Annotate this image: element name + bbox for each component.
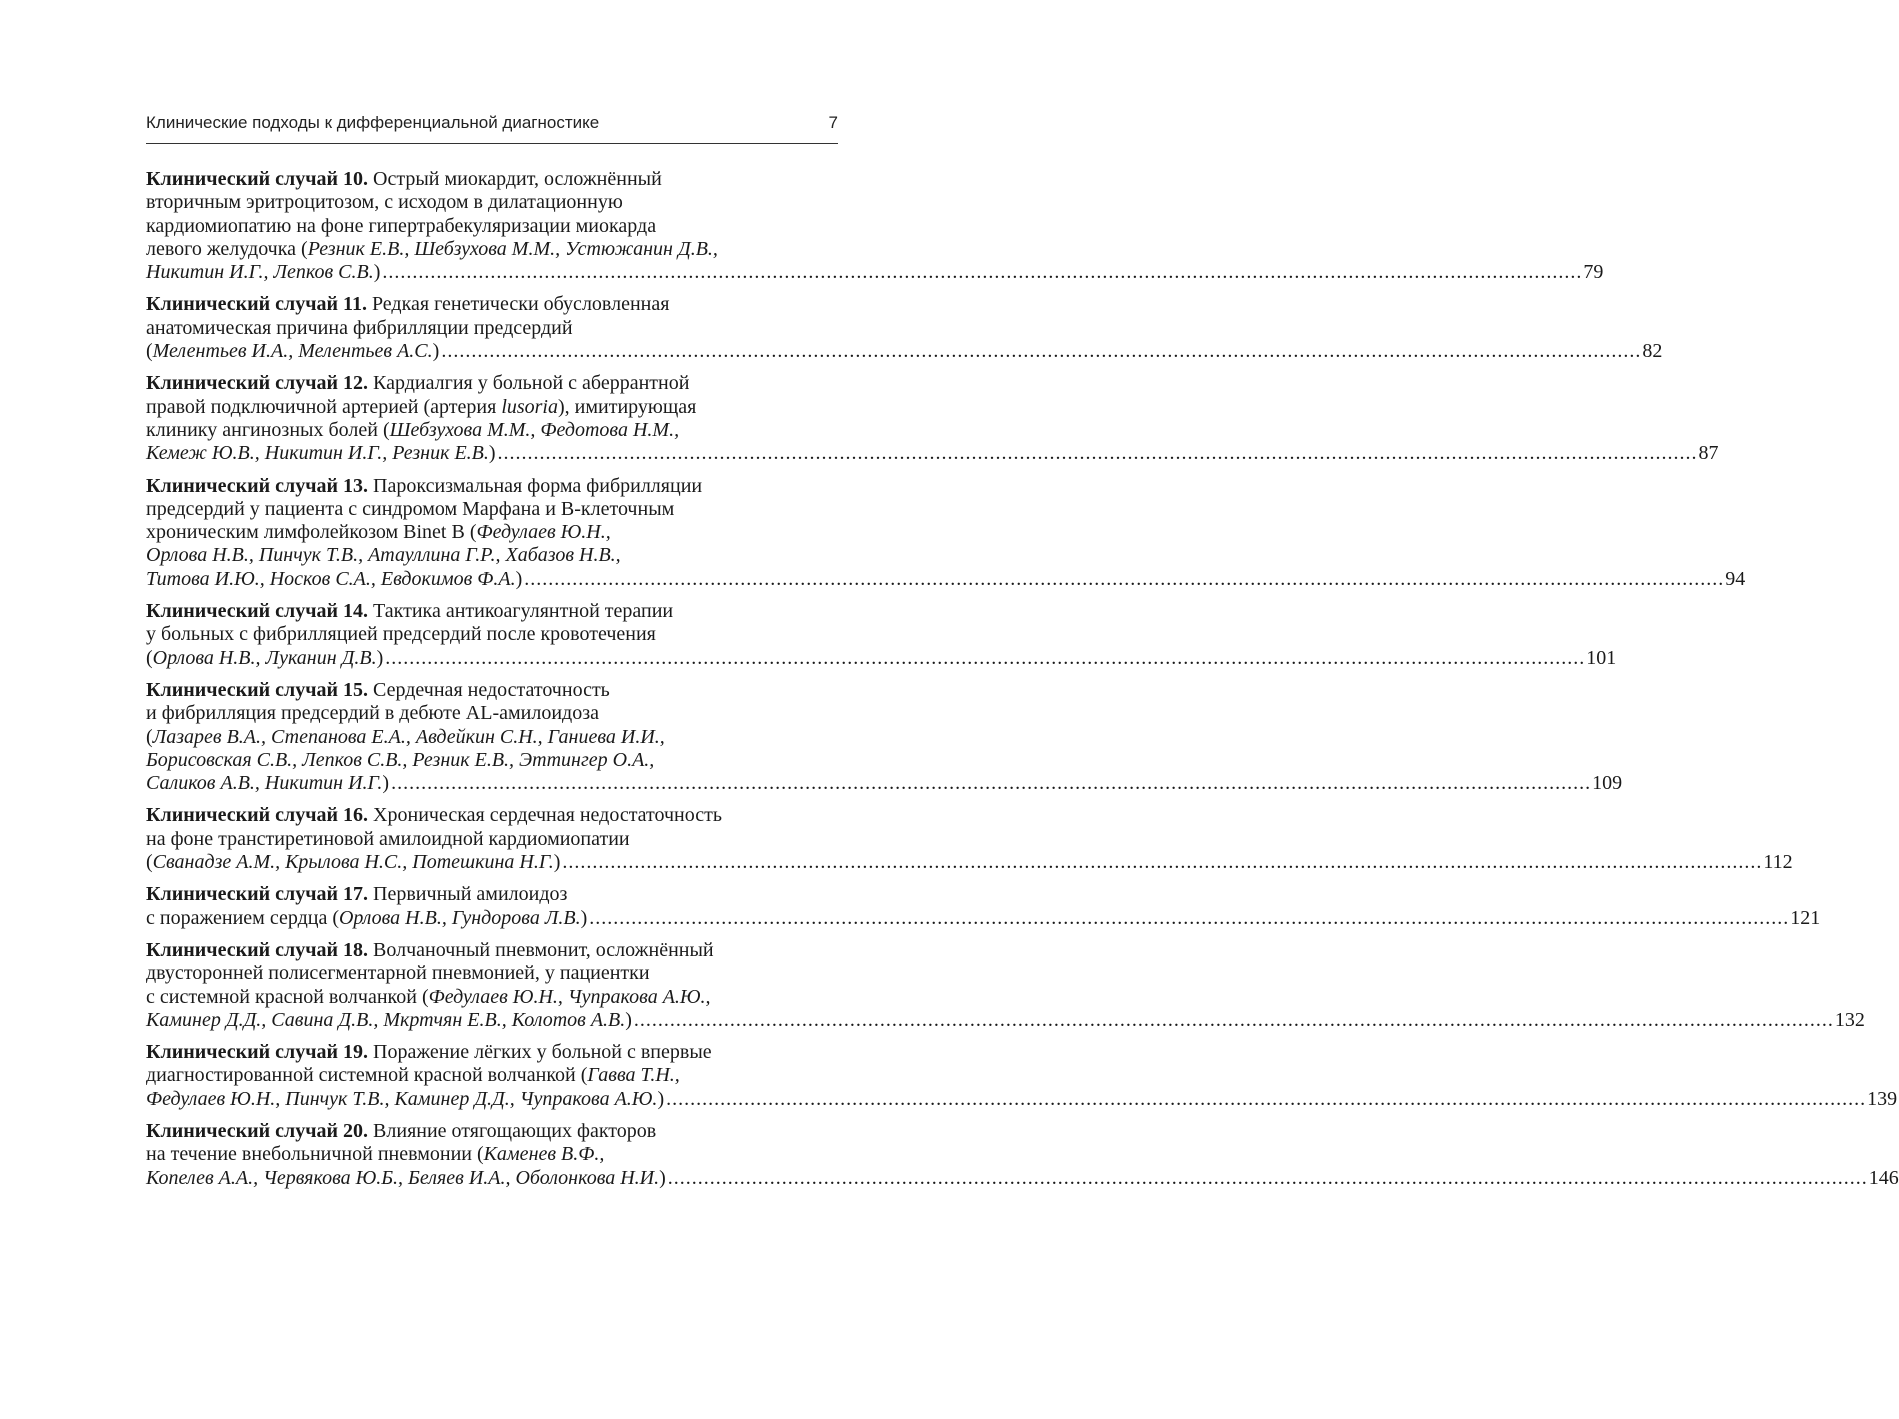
- case-title-text: на течение внебольничной пневмонии (: [146, 1143, 484, 1166]
- case-title-text: ): [432, 340, 440, 363]
- toc-entry-text: [146, 907, 587, 930]
- case-title-text: ): [553, 851, 561, 874]
- case-title-text: Пароксизмальная форма фибрилляции: [368, 474, 703, 497]
- toc-entry-text: [146, 623, 656, 645]
- toc-entry-line: [146, 215, 838, 238]
- toc-entry-last-line: [146, 772, 1623, 795]
- toc-entry[interactable]: [146, 678, 1623, 795]
- toc-page-number: 139: [1867, 1087, 1898, 1110]
- toc-entry-text: [146, 772, 389, 795]
- toc-entry[interactable]: [146, 1041, 1898, 1111]
- toc-entry[interactable]: [146, 804, 1793, 874]
- authors: Федулаев Ю.Н.,: [476, 521, 611, 544]
- dot-leader: ........................................................................................................................................................................................................: [441, 340, 1642, 363]
- dot-leader: ........................................................................................................................................................................................................: [391, 772, 1592, 795]
- toc-entry[interactable]: [146, 474, 1746, 591]
- case-title-text: ), имитирующая: [558, 395, 697, 418]
- toc-entry-last-line: [146, 567, 1746, 591]
- toc-entry[interactable]: [146, 1119, 1899, 1190]
- toc-entry-text: [146, 851, 560, 874]
- case-title-text: Кардиалгия у больной с аберрантной: [368, 372, 690, 395]
- toc-entry[interactable]: [146, 293, 1663, 363]
- case-title-text: двусторонней полисегментарной пневмонией, у пациентки: [146, 962, 650, 985]
- toc-entry-line: [146, 828, 838, 851]
- case-title-text: (: [146, 340, 153, 363]
- case-title-text: клинику ангинозных болей (: [146, 418, 390, 441]
- authors: Резник Е.В., Шебзухова М.М., Устюжанин Д.В.,: [307, 237, 718, 260]
- toc-entry[interactable]: [146, 883, 1821, 930]
- case-title-text: (: [146, 851, 153, 874]
- toc-entry-text: [146, 804, 722, 826]
- authors: lusoria: [501, 395, 558, 418]
- toc-entry-last-line: [146, 1166, 1899, 1190]
- authors: Никитин И.Г., Лепков С.В.: [146, 261, 374, 284]
- toc-entry-text: [146, 396, 696, 418]
- toc-entry-last-line: [146, 1008, 1865, 1032]
- toc-entry-line: [146, 962, 838, 985]
- case-number: Клинический случай 20.: [146, 1119, 369, 1142]
- toc-entry-text: [146, 1064, 680, 1086]
- toc-entry[interactable]: [146, 372, 1719, 465]
- table-of-contents: [146, 168, 1899, 1199]
- toc-entry-last-line: [146, 646, 1617, 670]
- authors: Каминер Д.Д., Савина Д.В., Мкртчян Е.В., Колотов А.В.: [146, 1008, 626, 1031]
- dot-leader: ........................................................................................................................................................................................................: [666, 1087, 1867, 1110]
- case-title-text: ): [625, 1008, 632, 1031]
- case-title-text: с системной красной волчанкой (: [146, 985, 429, 1008]
- dot-leader: ........................................................................................................................................................................................................: [385, 646, 1586, 669]
- case-title-text: ): [488, 442, 496, 465]
- case-number: Клинический случай 13.: [146, 474, 369, 497]
- toc-entry-text: [146, 828, 630, 850]
- authors: Гавва Т.Н.,: [587, 1064, 680, 1087]
- case-title-text: правой подключичной артерией (артерия: [146, 395, 502, 418]
- toc-entry-line: [146, 475, 838, 498]
- case-title-text: Первичный амилоидоз: [368, 883, 568, 906]
- toc-entry-text: [146, 293, 669, 315]
- case-title-text: Поражение лёгких у больной с впервые: [368, 1041, 712, 1064]
- case-title-text: Сердечная недостаточность: [368, 678, 610, 701]
- toc-entry-line: [146, 238, 838, 261]
- dot-leader: ........................................................................................................................................................................................................: [562, 851, 1763, 874]
- authors: Титова И.Ю., Носков С.А., Евдокимов Ф.А.: [146, 567, 516, 590]
- authors: Кемеж Ю.В., Никитин И.Г., Резник Е.В.: [146, 442, 489, 465]
- case-title-text: левого желудочка (: [146, 237, 308, 260]
- toc-entry-last-line: [146, 261, 1604, 284]
- toc-entry-text: [146, 986, 711, 1008]
- toc-entry[interactable]: [146, 168, 1604, 284]
- case-number: Клинический случай 16.: [146, 804, 369, 827]
- case-number: Клинический случай 19.: [146, 1041, 369, 1064]
- authors: Каменев В.Ф.,: [483, 1143, 605, 1166]
- toc-entry-line: [146, 883, 838, 906]
- toc-entry-text: [146, 340, 439, 363]
- toc-page-number: 94: [1725, 567, 1746, 590]
- toc-entry-line: [146, 623, 838, 646]
- toc-entry-line: [146, 372, 838, 395]
- case-title-text: Хроническая сердечная недостаточность: [368, 804, 722, 827]
- toc-entry-text: [146, 544, 621, 566]
- authors: Шебзухова М.М., Федотова Н.М.,: [389, 418, 680, 441]
- case-title-text: Острый миокардит, осложнённый: [368, 168, 662, 190]
- toc-entry-line: [146, 521, 838, 544]
- case-title-text: (: [146, 646, 153, 669]
- case-title-text: хроническим лимфолейкозом Binet B (: [146, 521, 477, 544]
- toc-page-number: 121: [1790, 906, 1821, 929]
- toc-entry-line: [146, 702, 838, 725]
- toc-entry-text: [146, 498, 674, 520]
- toc-entry-line: [146, 1120, 838, 1143]
- toc-page-number: 112: [1763, 851, 1793, 874]
- case-title-text: на фоне транстиретиновой амилоидной кардиомиопатии: [146, 827, 630, 850]
- case-title-text: кардиомиопатию на фоне гипертрабекуляризации миокарда: [146, 214, 657, 237]
- dot-leader: ........................................................................................................................................................................................................: [524, 567, 1725, 590]
- toc-entry-text: [146, 442, 496, 465]
- case-title-text: Влияние отягощающих факторов: [368, 1119, 657, 1142]
- case-number: Клинический случай 14.: [146, 600, 369, 623]
- dot-leader: ........................................................................................................................................................................................................: [382, 261, 1583, 284]
- toc-entry-line: [146, 419, 838, 442]
- toc-entry-line: [146, 600, 838, 623]
- case-number: Клинический случай 10.: [146, 168, 369, 190]
- toc-entry-line: [146, 293, 838, 316]
- case-title-text: анатомическая причина фибрилляции предсердий: [146, 316, 573, 339]
- toc-entry-line: [146, 168, 838, 191]
- toc-entry-text: [146, 600, 673, 622]
- case-number: Клинический случай 17.: [146, 883, 369, 906]
- toc-entry-text: [146, 168, 662, 190]
- toc-entry-text: [146, 238, 718, 260]
- toc-entry-line: [146, 1041, 838, 1064]
- toc-entry-line: [146, 498, 838, 521]
- toc-page-number: 146: [1868, 1166, 1899, 1189]
- toc-entry-line: [146, 939, 838, 962]
- case-title-text: ): [580, 906, 588, 929]
- case-title-text: ): [659, 1166, 666, 1189]
- authors: Лазарев В.А., Степанова Е.А., Авдейкин С.Н., Ганиева И.И.,: [152, 725, 665, 748]
- toc-entry-line: [146, 544, 838, 567]
- dot-leader: ........................................................................................................................................................................................................: [667, 1166, 1868, 1189]
- page-number: 7: [828, 113, 838, 132]
- running-header: [146, 111, 838, 144]
- authors: Федулаев Ю.Н., Пинчук Т.В., Каминер Д.Д., Чупракова А.Ю.: [146, 1087, 658, 1110]
- case-title-text: Редкая генетически обусловленная: [366, 293, 670, 316]
- toc-page-number: 87: [1698, 442, 1719, 465]
- toc-entry-text: [146, 1041, 712, 1063]
- case-title-text: ): [657, 1087, 665, 1110]
- authors: Орлова Н.В., Гундорова Л.В.: [338, 906, 581, 929]
- toc-entry-line: [146, 191, 838, 214]
- case-title-text: ): [515, 567, 523, 590]
- toc-entry-text: [146, 1143, 604, 1165]
- case-title-text: с поражением сердца (: [146, 906, 339, 929]
- toc-entry-text: [146, 419, 679, 441]
- toc-entry[interactable]: [146, 938, 1865, 1032]
- case-number: Клинический случай 15.: [146, 678, 369, 701]
- toc-entry-text: [146, 647, 383, 670]
- authors: Саликов А.В., Никитин И.Г.: [146, 772, 383, 795]
- toc-entry-text: [146, 568, 522, 591]
- toc-entry-text: [146, 191, 623, 213]
- toc-entry-line: [146, 986, 838, 1009]
- toc-entry-line: [146, 396, 838, 419]
- toc-entry-text: [146, 317, 573, 339]
- authors: Мелентьев И.А., Мелентьев А.С.: [152, 340, 433, 363]
- toc-page-number: 82: [1642, 340, 1663, 363]
- toc-entry-text: [146, 1167, 666, 1190]
- toc-page-number: 79: [1583, 261, 1604, 284]
- case-title-text: ): [373, 261, 381, 284]
- dot-leader: ........................................................................................................................................................................................................: [497, 442, 1698, 465]
- dot-leader: ........................................................................................................................................................................................................: [589, 906, 1790, 929]
- authors: Копелев А.А., Червякова Ю.Б., Беляев И.А., Оболонкова Н.И.: [146, 1166, 660, 1189]
- case-number: Клинический случай 12.: [146, 372, 369, 395]
- toc-page-number: 132: [1834, 1008, 1865, 1031]
- toc-page-number: 101: [1586, 646, 1617, 669]
- case-title-text: (: [146, 725, 153, 748]
- toc-entry-text: [146, 1088, 664, 1111]
- toc-entry-last-line: [146, 906, 1821, 930]
- toc-entry[interactable]: [146, 600, 1617, 670]
- authors: Борисовская С.В., Лепков С.В., Резник Е.В., Эттингер О.А.,: [146, 748, 655, 771]
- case-title-text: Волчаночный пневмонит, осложнённый: [368, 938, 714, 961]
- case-title-text: у больных с фибрилляцией предсердий после кровотечения: [146, 623, 656, 646]
- toc-entry-line: [146, 726, 838, 749]
- authors: Федулаев Ю.Н., Чупракова А.Ю.,: [428, 985, 711, 1008]
- toc-page-number: 109: [1592, 772, 1623, 795]
- toc-entry-text: [146, 521, 611, 543]
- authors: Орлова Н.В., Пинчук Т.В., Атауллина Г.Р., Хабазов Н.В.,: [146, 544, 621, 567]
- toc-entry-last-line: [146, 340, 1663, 363]
- toc-entry-text: [146, 883, 567, 905]
- toc-entry-text: [146, 1120, 656, 1142]
- authors: Орлова Н.В., Луканин Д.В.: [152, 646, 377, 669]
- authors: Сванадзе А.М., Крылова Н.С., Потешкина Н.Г.: [152, 851, 554, 874]
- toc-entry-line: [146, 317, 838, 340]
- case-title-text: предсердий у пациента с синдромом Марфана и В-клеточным: [146, 497, 675, 520]
- toc-entry-last-line: [146, 442, 1719, 465]
- case-title-text: ): [376, 646, 384, 669]
- toc-entry-line: [146, 804, 838, 827]
- case-title-text: и фибрилляция предсердий в дебюте AL-амилоидоза: [146, 702, 599, 725]
- case-number: Клинический случай 11.: [146, 293, 367, 316]
- toc-entry-text: [146, 215, 656, 237]
- case-title-text: Тактика антикоагулянтной терапии: [368, 600, 674, 623]
- toc-entry-line: [146, 679, 838, 702]
- dot-leader: ........................................................................................................................................................................................................: [633, 1008, 1834, 1031]
- toc-entry-text: [146, 939, 714, 961]
- running-header-title: Клинические подходы к дифференциальной диагностике: [146, 113, 600, 132]
- toc-entry-text: [146, 962, 650, 984]
- toc-entry-text: [146, 1009, 632, 1032]
- case-title-text: ): [382, 772, 390, 795]
- case-title-text: вторичным эритроцитозом, с исходом в дилатационную: [146, 191, 623, 214]
- toc-entry-last-line: [146, 851, 1793, 874]
- toc-entry-text: [146, 475, 702, 497]
- toc-entry-text: [146, 702, 599, 724]
- toc-entry-text: [146, 726, 665, 748]
- toc-entry-text: [146, 372, 689, 394]
- toc-entry-text: [146, 679, 610, 701]
- case-number: Клинический случай 18.: [146, 938, 369, 961]
- toc-entry-text: [146, 261, 380, 284]
- toc-entry-line: [146, 749, 838, 772]
- toc-entry-last-line: [146, 1087, 1898, 1111]
- toc-entry-line: [146, 1143, 838, 1166]
- toc-entry-line: [146, 1064, 838, 1087]
- case-title-text: диагностированной системной красной волчанкой (: [146, 1064, 588, 1087]
- toc-entry-text: [146, 749, 654, 771]
